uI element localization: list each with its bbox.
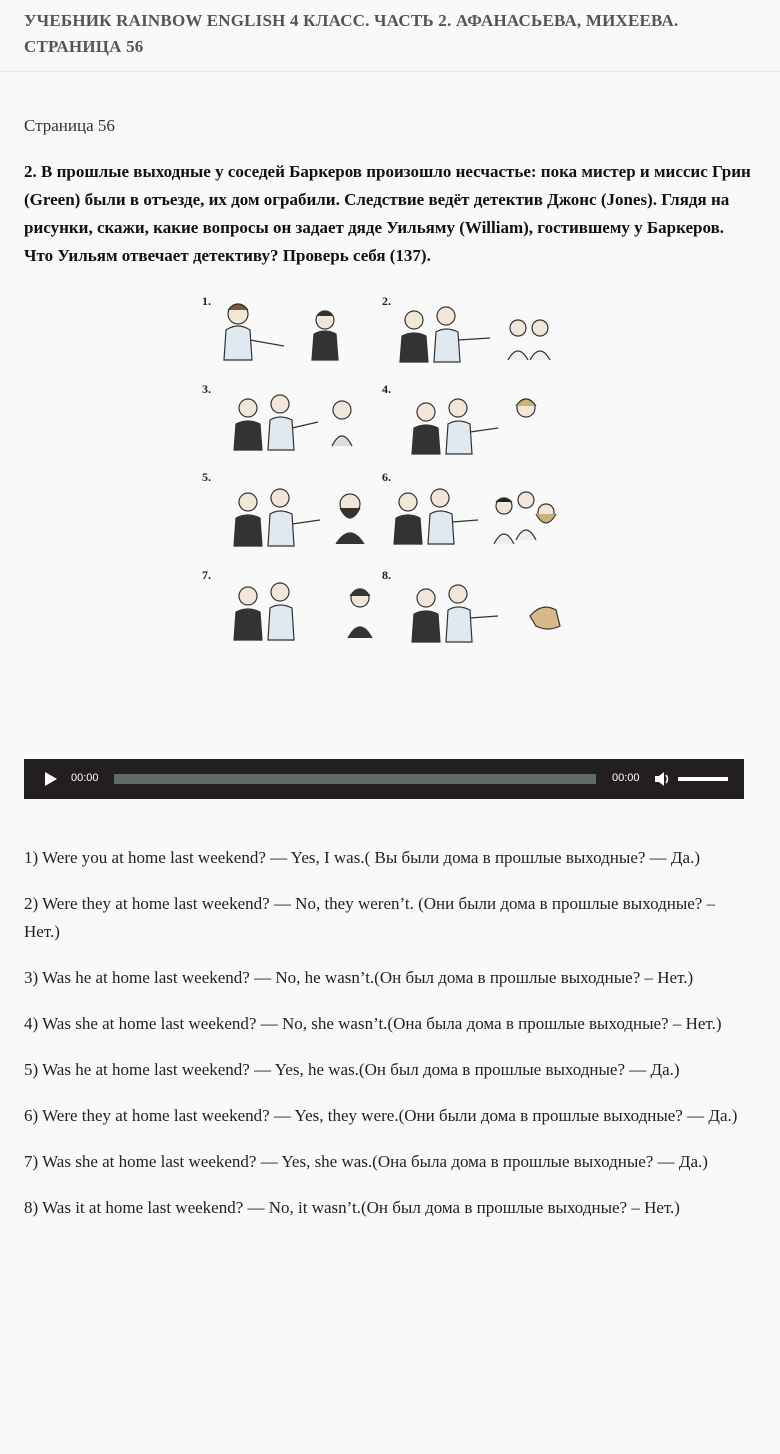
page-title: УЧЕБНИК RAINBOW ENGLISH 4 КЛАСС. ЧАСТЬ 2. АФАНАСЬЕВА, МИХЕЕВА. СТРАНИЦА 56 [24, 11, 679, 56]
panel-number: 5. [202, 470, 211, 484]
duration: 00:00 [612, 772, 640, 784]
play-icon [40, 769, 60, 789]
current-time: 00:00 [71, 772, 99, 784]
answer-item: 4) Was she at home last weekend? — No, she wasn’t.(Она была дома в прошлые выходные? – Нет.) [24, 1014, 722, 1033]
illustration-panel-2 [380, 292, 560, 372]
answer-item: 8) Was it at home last weekend? — No, it wasn’t.(Он был дома в прошлые выходные? – Нет.) [24, 1198, 680, 1217]
panel-number: 2. [382, 294, 391, 308]
task-text: 2. В прошлые выходные у соседей Баркеров произошло несчастье: пока мистер и миссис Грин (Green) были в отъезде, их дом ограбили. Следствие ведёт детектив Джонс (Jones). Глядя на рисунки, скажи, какие вопросы он задает дяде Уильяму (William), гостившему у Баркеров. Что Уильям отвечает детективу? Проверь себя (137). [24, 162, 751, 265]
volume-level [678, 777, 728, 781]
panel-number: 3. [202, 382, 211, 396]
illustration-panel-5 [200, 468, 380, 548]
illustration-panel-8 [380, 566, 560, 646]
audio-player [24, 759, 744, 799]
panel-number: 7. [202, 568, 211, 582]
illustration-panel-7 [200, 566, 380, 646]
play-button[interactable] [40, 769, 60, 789]
page-header [0, 0, 780, 72]
answer-item: 2) Were they at home last weekend? — No, they weren’t. (Они были дома в прошлые выходные? – Нет.) [24, 894, 716, 941]
illustration-panel-4 [380, 380, 560, 460]
illustration-panel-1 [200, 292, 380, 372]
answer-item: 3) Was he at home last weekend? — No, he wasn’t.(Он был дома в прошлые выходные? – Нет.) [24, 968, 694, 987]
answer-item: 1) Were you at home last weekend? — Yes, I was.( Вы были дома в прошлые выходные? — Да.) [24, 848, 700, 867]
panel-number: 1. [202, 294, 211, 308]
answer-item: 6) Were they at home last weekend? — Yes, they were.(Они были дома в прошлые выходные? — Да.) [24, 1106, 738, 1125]
page-label: Страница 56 [24, 116, 115, 135]
answer-item: 7) Was she at home last weekend? — Yes, she was.(Она была дома в прошлые выходные? — Да.) [24, 1152, 708, 1171]
speaker-icon [652, 769, 672, 789]
panel-number: 6. [382, 470, 391, 484]
illustration-panel-3 [200, 380, 380, 460]
answers-list [24, 844, 744, 1240]
answer-item: 5) Was he at home last weekend? — Yes, he was.(Он был дома в прошлые выходные? — Да.) [24, 1060, 680, 1079]
volume-slider[interactable] [678, 777, 728, 781]
panel-number: 8. [382, 568, 391, 582]
mute-button[interactable] [652, 769, 672, 789]
progress-rail[interactable] [114, 774, 596, 784]
illustration [200, 292, 576, 662]
main-content [0, 114, 780, 662]
panel-number: 4. [382, 382, 391, 396]
illustration-panel-6 [380, 468, 560, 548]
